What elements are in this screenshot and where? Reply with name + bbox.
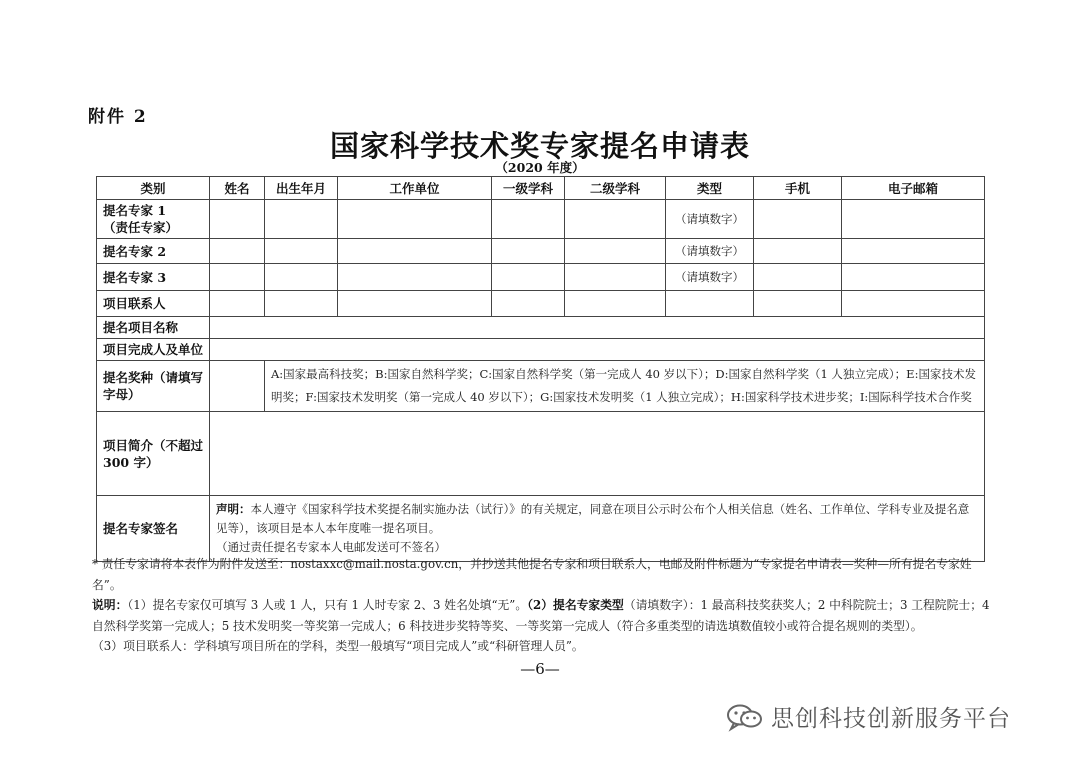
intro-input[interactable]	[210, 412, 985, 496]
nomination-form-table	[96, 176, 985, 562]
declaration-head: 声明：	[216, 502, 251, 516]
cell-input[interactable]	[666, 291, 754, 317]
label-expert-2: 提名专家 2	[97, 239, 210, 264]
label-signature: 提名专家签名	[97, 496, 210, 562]
row-expert-3	[97, 264, 985, 291]
cell-input[interactable]	[265, 239, 338, 264]
type-placeholder[interactable]: （请填数字）	[666, 264, 754, 291]
cell-input[interactable]	[338, 200, 492, 239]
note-line-1: * 责任专家请将本表作为附件发送至：nostaxxc@mail.nosta.gov.cn，并抄送其他提名专家和项目联系人，电邮及附件标题为“专家提名申请表—奖种—所有提名专家姓名”。	[92, 557, 972, 592]
row-expert-2	[97, 239, 985, 264]
cell-input[interactable]	[265, 264, 338, 291]
cell-input[interactable]	[754, 200, 842, 239]
cell-input[interactable]	[754, 264, 842, 291]
header-email: 电子邮箱	[842, 177, 985, 200]
cell-input[interactable]	[210, 291, 265, 317]
cell-input[interactable]	[265, 200, 338, 239]
type-placeholder[interactable]: （请填数字）	[666, 200, 754, 239]
cell-input[interactable]	[338, 239, 492, 264]
cell-input[interactable]	[210, 200, 265, 239]
header-category: 类别	[97, 177, 210, 200]
cell-input[interactable]	[754, 239, 842, 264]
type-placeholder[interactable]: （请填数字）	[666, 239, 754, 264]
cell-input[interactable]	[842, 200, 985, 239]
form-title: 国家科学技术奖专家提名申请表	[329, 129, 750, 163]
watermark-text: 思创科技创新服务平台	[771, 706, 1011, 732]
page-number: —6—	[520, 660, 560, 678]
header-phone: 手机	[754, 177, 842, 200]
row-completers	[97, 339, 985, 361]
cell-input[interactable]	[338, 264, 492, 291]
note-line-3: （3）项目联系人：学科填写项目所在的学科，类型一般填写“项目完成人”或“科研管理人员”。	[92, 639, 584, 653]
header-name: 姓名	[210, 177, 265, 200]
cell-input[interactable]	[492, 200, 565, 239]
project-name-input[interactable]	[210, 317, 985, 339]
label-project-name: 提名项目名称	[97, 317, 210, 339]
cell-input[interactable]	[842, 291, 985, 317]
note-item-1: （1）提名专家仅可填写 3 人或 1 人，只有 1 人时专家 2、3 姓名处填“无”。	[127, 598, 528, 612]
header-discipline-1: 一级学科	[492, 177, 565, 200]
cell-input[interactable]	[210, 239, 265, 264]
cell-input[interactable]	[210, 264, 265, 291]
label-expert-3: 提名专家 3	[97, 264, 210, 291]
cell-input[interactable]	[565, 264, 666, 291]
declaration-cell[interactable]	[210, 496, 985, 562]
watermark	[725, 700, 1011, 733]
declaration-note: （通过责任提名专家本人电邮发送可不签名）	[216, 540, 446, 554]
completers-input[interactable]	[210, 339, 985, 361]
header-row	[97, 177, 985, 200]
attachment-label: 附件 2	[88, 107, 148, 127]
header-discipline-2: 二级学科	[565, 177, 666, 200]
note-item-2: （请填数字）：1 最高科技奖获奖人；2 中科院院士；3 工程院院士；4 自然科学奖第一完成人；5 技术发明奖一等奖第一完成人；6 科技进步奖特等奖、一等奖第一完成人（符合多重类型的请选填数值较小或符合提名规则的类型）。	[92, 598, 990, 633]
row-award-type	[97, 361, 985, 412]
row-contact	[97, 291, 985, 317]
header-workplace: 工作单位	[338, 177, 492, 200]
cell-input[interactable]	[842, 264, 985, 291]
row-signature	[97, 496, 985, 562]
label-completers: 项目完成人及单位	[97, 339, 210, 361]
form-year: （2020 年度）	[495, 160, 585, 175]
cell-input[interactable]	[565, 200, 666, 239]
cell-input[interactable]	[492, 264, 565, 291]
header-birth: 出生年月	[265, 177, 338, 200]
cell-input[interactable]	[492, 291, 565, 317]
note-item-2-label: （2）提名专家类型	[527, 598, 624, 612]
award-type-input[interactable]	[210, 361, 265, 412]
label-expert-1: 提名专家 1 （责任专家）	[97, 200, 210, 239]
declaration-body: 本人遵守《国家科学技术奖提名制实施办法（试行）》的有关规定，同意在项目公示时公布个人相关信息（姓名、工作单位、学科专业及提名意见等），该项目是本人本年度唯一提名项目。	[216, 502, 970, 535]
header-type: 类型	[666, 177, 754, 200]
note-line-2	[92, 595, 992, 636]
cell-input[interactable]	[565, 239, 666, 264]
label-intro: 项目简介（不超过 300 字）	[97, 412, 210, 496]
cell-input[interactable]	[492, 239, 565, 264]
row-expert-1	[97, 200, 985, 239]
form-notes	[92, 554, 992, 657]
label-award-type: 提名奖种（请填写字母）	[97, 361, 210, 412]
cell-input[interactable]	[338, 291, 492, 317]
row-intro	[97, 412, 985, 496]
row-project-name	[97, 317, 985, 339]
award-options-text: A:国家最高科技奖；B:国家自然科学奖；C:国家自然科学奖（第一完成人 40 岁以下）；D:国家自然科学奖（1 人独立完成）；E:国家技术发明奖；F:国家技术发明奖（第一完成人 40 岁以下）；G:国家技术发明奖（1 人独立完成）；H:国家科学技术进步奖；I:国际科学技术合作奖	[265, 361, 985, 412]
label-contact: 项目联系人	[97, 291, 210, 317]
cell-input[interactable]	[754, 291, 842, 317]
wechat-icon	[725, 702, 765, 732]
cell-input[interactable]	[265, 291, 338, 317]
cell-input[interactable]	[565, 291, 666, 317]
cell-input[interactable]	[842, 239, 985, 264]
note-label: 说明：	[92, 598, 128, 612]
